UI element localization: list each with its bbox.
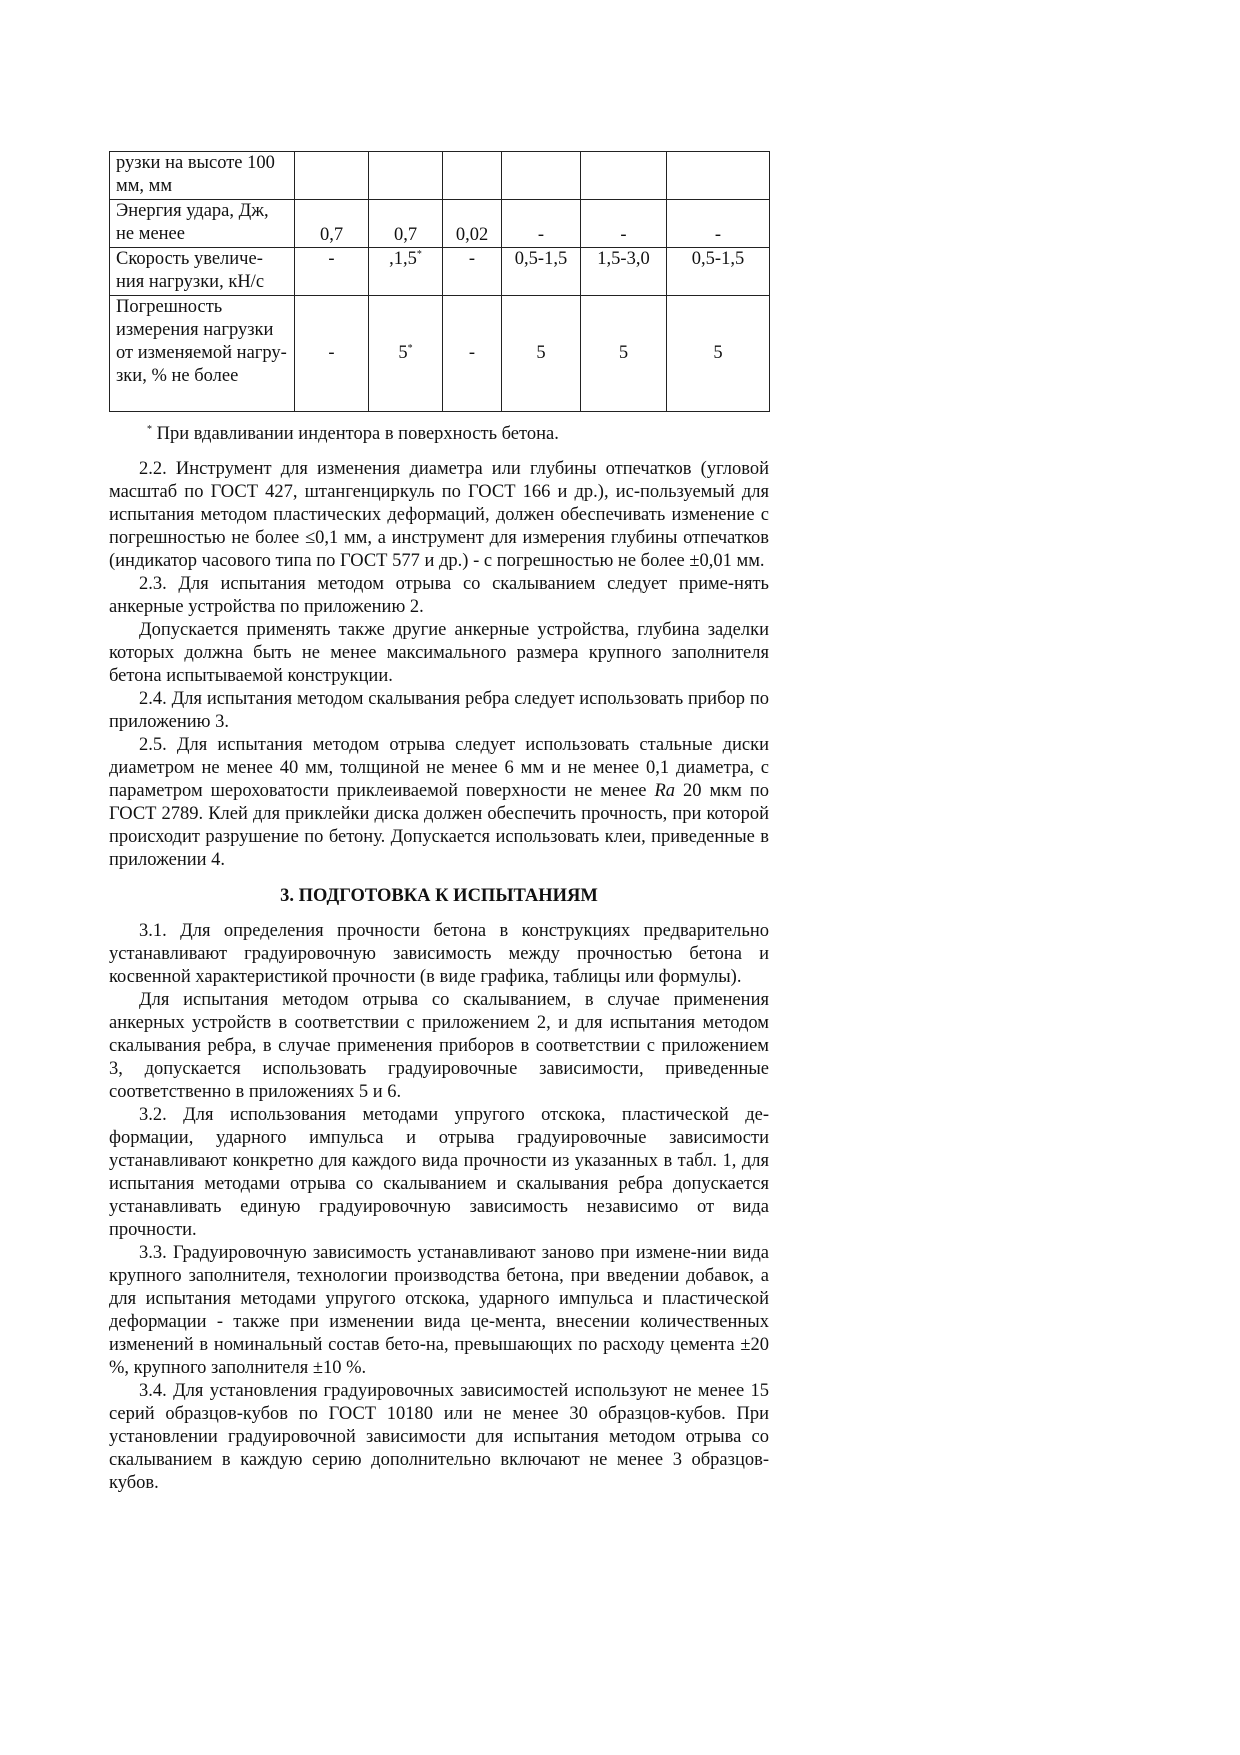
table-cell [581,152,667,200]
paragraph-2-4: 2.4. Для испытания методом скалывания ребра следует использовать прибор по приложению 3. [109,689,769,732]
table-cell [443,152,502,200]
table-cell [667,152,770,200]
table-row [110,200,770,248]
table-cell: 0,5-1,5 [667,248,770,296]
document-page [109,151,769,1495]
row-label: Энергия удара, Дж, не менее [110,200,295,248]
table-cell: 5 [581,296,667,412]
table-cell: 0,7 [369,200,443,248]
row-label: рузки на высоте 100 мм, мм [110,152,295,200]
table-cell: 0,7 [295,200,369,248]
table-cell: 1,5-3,0 [581,248,667,296]
table-cell: 0,5-1,5 [502,248,581,296]
table-cell: ,1,5* [369,248,443,296]
table-row [110,296,770,412]
footnote-text: При вдавливании индентора в поверхность бетона. [152,424,559,444]
row-label: Погрешность измерения нагрузки от изменяемой нагру-зки, % не более [110,296,295,412]
paragraph-3-2: 3.2. Для использования методами упругого отскока, пластической де-формации, ударного импульса и отрыва градуировочные зависимости устанавливают конкретно для каждого вида прочности из указанных в табл. 1, для испытания методами отрыва со скалыванием и скалывания ребра допускается устанавливать единую градуировочную зависимость независимо от вида прочности. [109,1105,769,1240]
paragraph-2-2: 2.2. Инструмент для изменения диаметра или глубины отпечатков (угловой масштаб по ГОСТ 427, штангенциркуль по ГОСТ 166 и др.), ис-пользуемый для испытания методом пластических деформаций, должен обеспечивать изменение с погрешностью не более ≤0,1 мм, а инструмент для измерения глубины отпечатков (индикатор часового типа по ГОСТ 577 и др.) - с погрешностью не более ±0,01 мм. [109,459,769,571]
spec-table [109,151,770,412]
table-row [110,248,770,296]
ra-symbol: Ra [654,781,676,801]
table-cell: - [667,200,770,248]
section-3 [109,920,769,1495]
paragraph-3-1: 3.1. Для определения прочности бетона в конструкциях предварительно устанавливают градуировочную зависимость между прочностью бетона и косвенной характеристикой прочности (в виде графика, таблицы или формулы). [109,921,769,987]
table-cell [369,152,443,200]
section-2 [109,458,769,872]
footnote-mark: * [416,248,422,260]
paragraph-2-3: 2.3. Для испытания методом отрыва со скалыванием следует приме-нять анкерные устройства по приложению 2. [109,574,769,617]
table-cell: 5 [502,296,581,412]
paragraph-2-3-note: Допускается применять также другие анкерные устройства, глубина заделки которых должна быть не менее максимального размера крупного заполнителя бетона испытываемой конструкции. [109,620,769,686]
table-row [110,152,770,200]
table-cell: 5 [667,296,770,412]
table-cell: - [443,296,502,412]
table-cell: - [295,248,369,296]
section-3-title: 3. ПОДГОТОВКА К ИСПЫТАНИЯМ [280,886,598,906]
footnote-mark: * [147,423,152,435]
paragraph-3-1-note: Для испытания методом отрыва со скалыванием, в случае применения анкерных устройств в соответствии с приложением 2, и для испытания методом скалывания ребра, в случае применения приборов в соответствии с приложением 3, допускается использовать градуировочные зависимости, приведенные соответственно в приложениях 5 и 6. [109,990,769,1102]
paragraph-3-3: 3.3. Градуировочную зависимость устанавливают заново при измене-нии вида крупного заполнителя, технологии производства бетона, при введении добавок, а для испытания методами упругого отскока, ударного импульса и пластической деформации - также при изменении вида це-мента, внесении количественных изменений в номинальный состав бето-на, превышающих по расходу цемента ±20 %, крупного заполнителя ±10 %. [109,1243,769,1378]
table-footnote [147,422,769,446]
table-cell [295,152,369,200]
table-cell: - [581,200,667,248]
table-cell: - [295,296,369,412]
table-cell [502,152,581,200]
table-cell: 5* [369,296,443,412]
row-label: Скорость увеличе-ния нагрузки, кН/с [110,248,295,296]
table-cell: - [502,200,581,248]
table-cell: - [443,248,502,296]
table-cell: 0,02 [443,200,502,248]
footnote-mark: * [407,342,413,354]
paragraph-2-5: 2.5. Для испытания методом отрыва следует использовать стальные диски диаметром не менее 40 мм, толщиной не менее 6 мм и не менее 0,1 диаметра, с параметром шероховатости приклеиваемой поверхности не менее Ra 20 мкм по ГОСТ 2789. Клей для приклейки диска должен обеспечить прочность, при которой происходит разрушение по бетону. Допускается использовать клеи, приведенные в приложении 4. [109,735,769,870]
paragraph-3-4: 3.4. Для установления градуировочных зависимостей используют не менее 15 серий образцов-кубов по ГОСТ 10180 или не менее 30 образцов-кубов. При установлении градуировочной зависимости для испытания методом отрыва со скалыванием в каждую серию дополнительно включают не менее 3 образцов-кубов. [109,1381,769,1493]
